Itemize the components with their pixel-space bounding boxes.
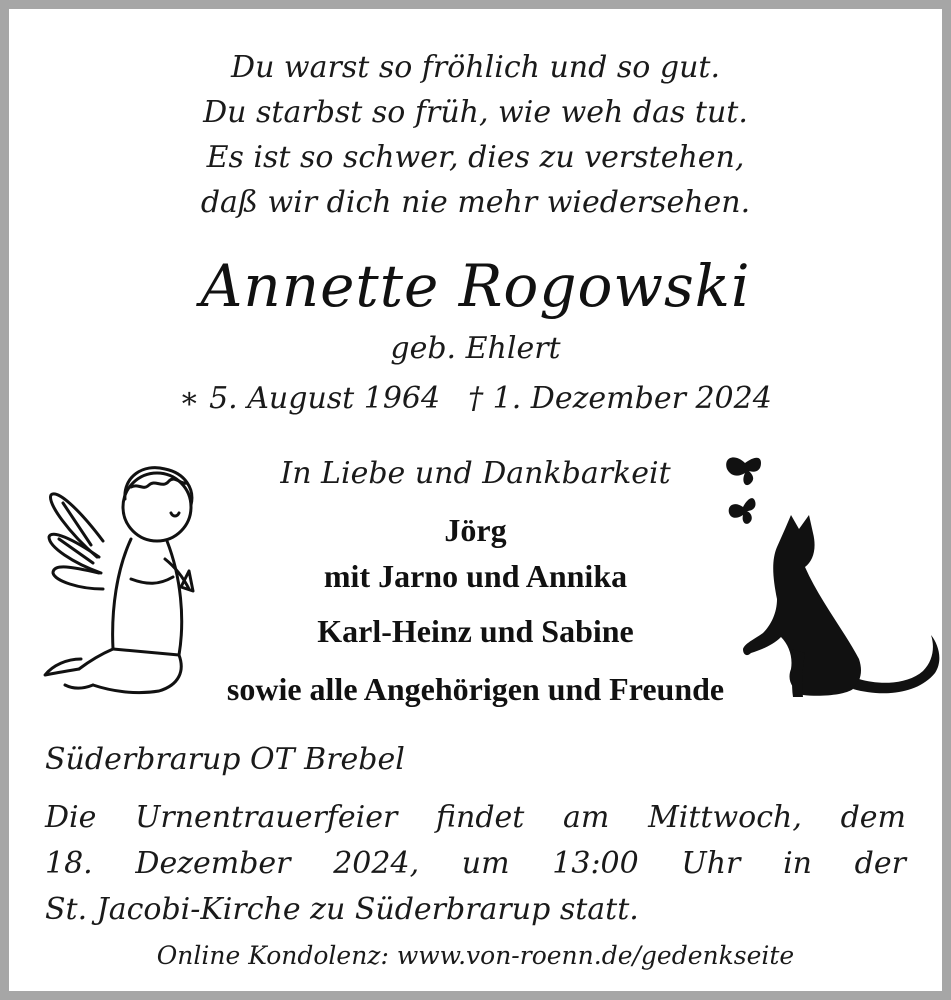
service-line	[45, 795, 906, 841]
service-line	[45, 841, 906, 887]
online-condolence: Online Kondolenz: www.von-roenn.de/gedenkseite	[156, 941, 795, 970]
service-word: der	[854, 846, 906, 881]
service-word: 18.	[45, 846, 93, 881]
service-word: findet	[436, 800, 525, 835]
service-word: Urnentrauerfeier	[135, 800, 398, 835]
service-word: Mittwoch,	[648, 800, 802, 835]
poem	[9, 45, 942, 225]
mourner-line: mit Jarno und Annika	[323, 558, 628, 594]
service-word: dem	[840, 800, 906, 835]
poem-line: Du starbst so früh, wie weh das tut.	[203, 95, 748, 130]
poem-line: Es ist so schwer, dies zu verstehen,	[206, 140, 745, 175]
life-dates	[9, 381, 942, 416]
mourner-line: sowie alle Angehörigen und Freunde	[226, 671, 725, 707]
mourner-line: Jörg	[444, 512, 507, 548]
service-word: Die	[45, 800, 97, 835]
service-word: 2024,	[333, 846, 420, 881]
praying-angel-icon	[39, 459, 214, 709]
mourner-line: Karl-Heinz und Sabine	[317, 613, 634, 649]
gratitude-line: In Liebe und Dankbarkeit	[280, 456, 671, 491]
service-announcement	[45, 795, 906, 933]
poem-line: Du warst so fröhlich und so gut.	[231, 50, 720, 85]
service-word: Uhr	[681, 846, 741, 881]
place-name: Süderbrarup OT Brebel	[45, 742, 405, 777]
service-word: um	[461, 846, 510, 881]
service-word: in	[783, 846, 812, 881]
cat-with-butterflies-icon	[721, 449, 946, 709]
birth-date: ∗ 5. August 1964	[179, 381, 441, 416]
death-date: † 1. Dezember 2024	[468, 381, 772, 416]
service-word: Dezember	[135, 846, 291, 881]
deceased-name: Annette Rogowski	[200, 252, 751, 320]
birth-name: geb. Ehlert	[390, 331, 561, 366]
service-line: St. Jacobi-Kirche zu Süderbrarup statt.	[45, 892, 639, 927]
poem-line: daß wir dich nie mehr wiedersehen.	[200, 185, 751, 220]
service-word: am	[563, 800, 610, 835]
service-word: 13:00	[552, 846, 639, 881]
